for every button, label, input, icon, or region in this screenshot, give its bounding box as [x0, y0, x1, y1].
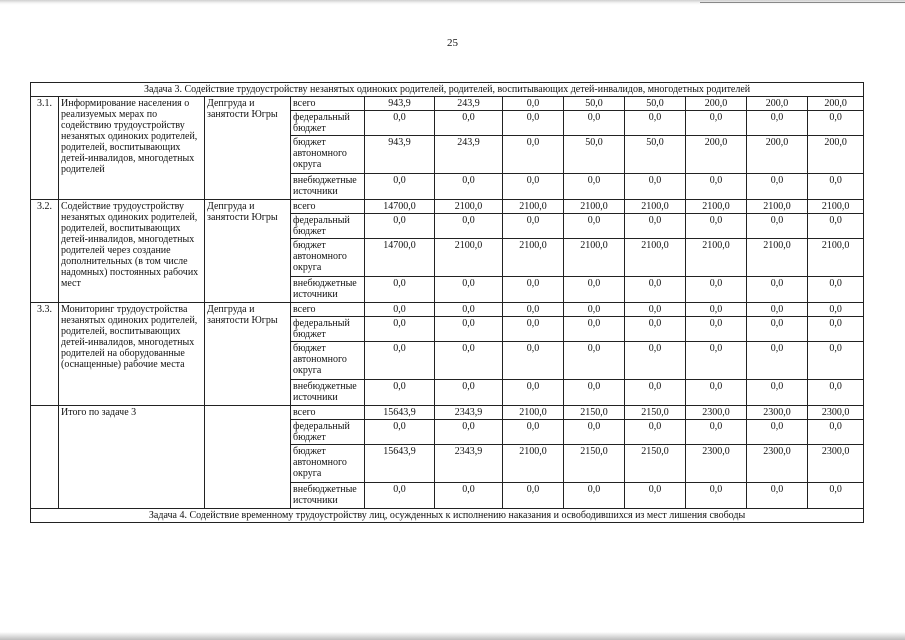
funding-value: 0,0	[686, 174, 747, 200]
funding-value: 200,0	[686, 97, 747, 111]
funding-value: 2300,0	[747, 445, 808, 483]
funding-value: 0,0	[686, 420, 747, 445]
funding-value: 0,0	[808, 174, 864, 200]
funding-source: бюджет автономного округа	[291, 342, 365, 380]
funding-value: 0,0	[564, 174, 625, 200]
funding-value: 0,0	[435, 420, 503, 445]
funding-value: 200,0	[686, 136, 747, 174]
funding-value: 0,0	[625, 303, 686, 317]
funding-source: всего	[291, 406, 365, 420]
funding-value: 943,9	[365, 97, 435, 111]
funding-value: 0,0	[808, 317, 864, 342]
funding-value: 0,0	[365, 277, 435, 303]
funding-value: 0,0	[625, 483, 686, 509]
funding-value: 0,0	[808, 303, 864, 317]
funding-value: 0,0	[435, 483, 503, 509]
funding-value: 0,0	[503, 136, 564, 174]
funding-source: федеральный бюджет	[291, 317, 365, 342]
funding-value: 2100,0	[503, 200, 564, 214]
funding-value: 2100,0	[503, 239, 564, 277]
measure-name: Мониторинг трудоустройства незанятых одиноких родителей, родителей, воспитывающих детей-инвалидов, многодетных родителей на оборудованные (оснащенные) рабочие места	[59, 303, 205, 406]
funding-source: бюджет автономного округа	[291, 136, 365, 174]
funding-value: 0,0	[747, 303, 808, 317]
funding-value: 0,0	[435, 317, 503, 342]
funding-value: 2150,0	[625, 445, 686, 483]
funding-source: всего	[291, 303, 365, 317]
funding-source: внебюджетные источники	[291, 483, 365, 509]
funding-value: 943,9	[365, 136, 435, 174]
funding-value: 0,0	[365, 380, 435, 406]
funding-value: 0,0	[625, 174, 686, 200]
funding-source: бюджет автономного округа	[291, 445, 365, 483]
page-number: 25	[447, 37, 458, 49]
executor: Депгруда и занятости Югры	[205, 200, 291, 303]
funding-value: 0,0	[686, 317, 747, 342]
funding-value: 0,0	[686, 214, 747, 239]
funding-value: 0,0	[435, 342, 503, 380]
funding-value: 0,0	[686, 111, 747, 136]
funding-value: 0,0	[503, 111, 564, 136]
funding-value: 2150,0	[625, 406, 686, 420]
table-body	[31, 83, 864, 523]
row-number: 3.1.	[31, 97, 59, 200]
funding-value: 0,0	[747, 317, 808, 342]
funding-value: 2150,0	[564, 445, 625, 483]
funding-value: 0,0	[564, 277, 625, 303]
funding-value: 2100,0	[503, 406, 564, 420]
table-row	[31, 303, 864, 317]
row-number	[31, 406, 59, 509]
funding-value: 243,9	[435, 136, 503, 174]
funding-value: 0,0	[365, 342, 435, 380]
row-number: 3.2.	[31, 200, 59, 303]
funding-value: 14700,0	[365, 200, 435, 214]
funding-value: 200,0	[747, 136, 808, 174]
funding-value: 0,0	[503, 214, 564, 239]
funding-value: 0,0	[625, 420, 686, 445]
funding-value: 2343,9	[435, 406, 503, 420]
funding-value: 0,0	[503, 380, 564, 406]
funding-value: 0,0	[625, 380, 686, 406]
funding-value: 0,0	[564, 214, 625, 239]
funding-source: всего	[291, 97, 365, 111]
funding-value: 50,0	[564, 97, 625, 111]
funding-value: 243,9	[435, 97, 503, 111]
measure-name: Итого по задаче 3	[59, 406, 205, 509]
funding-value: 0,0	[564, 420, 625, 445]
funding-value: 200,0	[808, 97, 864, 111]
executor: Депгруда и занятости Югры	[205, 97, 291, 200]
funding-value: 0,0	[503, 342, 564, 380]
funding-source: всего	[291, 200, 365, 214]
funding-value: 2100,0	[686, 239, 747, 277]
funding-value: 0,0	[435, 303, 503, 317]
funding-value: 0,0	[747, 420, 808, 445]
funding-value: 0,0	[808, 277, 864, 303]
funding-value: 0,0	[625, 317, 686, 342]
funding-value: 2300,0	[686, 445, 747, 483]
funding-value: 2100,0	[808, 239, 864, 277]
funding-source: внебюджетные источники	[291, 174, 365, 200]
funding-value: 0,0	[365, 303, 435, 317]
funding-value: 0,0	[435, 214, 503, 239]
funding-value: 0,0	[808, 483, 864, 509]
funding-source: внебюджетные источники	[291, 277, 365, 303]
funding-value: 0,0	[808, 342, 864, 380]
funding-value: 2100,0	[747, 239, 808, 277]
funding-source: федеральный бюджет	[291, 111, 365, 136]
funding-value: 2100,0	[435, 200, 503, 214]
funding-value: 0,0	[365, 317, 435, 342]
funding-value: 0,0	[808, 380, 864, 406]
funding-value: 2100,0	[503, 445, 564, 483]
funding-value: 0,0	[686, 277, 747, 303]
funding-value: 2100,0	[625, 200, 686, 214]
funding-value: 2100,0	[625, 239, 686, 277]
task3-header-row	[31, 83, 864, 97]
funding-value: 15643,9	[365, 406, 435, 420]
funding-value: 0,0	[747, 111, 808, 136]
funding-value: 0,0	[503, 97, 564, 111]
funding-value: 0,0	[564, 317, 625, 342]
scan-edge-bottom	[0, 632, 905, 640]
funding-value: 200,0	[808, 136, 864, 174]
funding-value: 0,0	[564, 111, 625, 136]
funding-value: 0,0	[503, 420, 564, 445]
measure-name: Содействие трудоустройству незанятых одиноких родителей, родителей, воспитывающих детей-инвалидов, многодетных родителей через создание дополнительных (в том числе надомных) постоянных рабочих мест	[59, 200, 205, 303]
funding-value: 2300,0	[808, 406, 864, 420]
funding-value: 0,0	[365, 214, 435, 239]
funding-value: 0,0	[503, 174, 564, 200]
funding-value: 15643,9	[365, 445, 435, 483]
funding-value: 0,0	[747, 380, 808, 406]
funding-value: 2300,0	[808, 445, 864, 483]
funding-value: 0,0	[365, 420, 435, 445]
funding-value: 0,0	[435, 380, 503, 406]
funding-source: внебюджетные источники	[291, 380, 365, 406]
funding-value: 50,0	[625, 97, 686, 111]
funding-value: 2100,0	[686, 200, 747, 214]
funding-value: 0,0	[747, 483, 808, 509]
row-number: 3.3.	[31, 303, 59, 406]
task3-header: Задача 3. Содействие трудоустройству незанятых одиноких родителей, родителей, воспитывающих детей-инвалидов, многодетных родителей	[31, 83, 864, 97]
table-row	[31, 97, 864, 111]
funding-value: 0,0	[435, 174, 503, 200]
funding-value: 0,0	[747, 214, 808, 239]
measure-name: Информирование населения о реализуемых мерах по содействию трудоустройству незанятых одиноких родителей, родителей, воспитывающих детей-инвалидов, многодетных родителей	[59, 97, 205, 200]
funding-value: 2100,0	[564, 200, 625, 214]
executor	[205, 406, 291, 509]
funding-value: 2300,0	[686, 406, 747, 420]
funding-value: 0,0	[747, 277, 808, 303]
funding-value: 14700,0	[365, 239, 435, 277]
task4-header: Задача 4. Содействие временному трудоустройству лиц, осужденных к исполнению наказания и освободившихся из мест лишения свободы	[31, 509, 864, 523]
funding-value: 2300,0	[747, 406, 808, 420]
funding-value: 0,0	[625, 111, 686, 136]
funding-value: 0,0	[625, 342, 686, 380]
funding-value: 0,0	[503, 483, 564, 509]
funding-value: 0,0	[564, 303, 625, 317]
budget-table	[30, 82, 864, 523]
funding-value: 0,0	[808, 111, 864, 136]
funding-value: 2100,0	[435, 239, 503, 277]
funding-value: 2343,9	[435, 445, 503, 483]
funding-value: 0,0	[564, 380, 625, 406]
table-row	[31, 406, 864, 420]
funding-value: 0,0	[808, 214, 864, 239]
funding-value: 200,0	[747, 97, 808, 111]
funding-value: 0,0	[503, 317, 564, 342]
funding-value: 0,0	[365, 483, 435, 509]
funding-value: 0,0	[747, 342, 808, 380]
funding-value: 0,0	[503, 277, 564, 303]
task4-header-row	[31, 509, 864, 523]
funding-value: 2100,0	[564, 239, 625, 277]
funding-value: 2100,0	[747, 200, 808, 214]
funding-value: 50,0	[625, 136, 686, 174]
executor: Депгруда и занятости Югры	[205, 303, 291, 406]
funding-value: 0,0	[435, 277, 503, 303]
funding-value: 50,0	[564, 136, 625, 174]
scan-line-top	[700, 2, 905, 3]
table-row	[31, 200, 864, 214]
funding-value: 0,0	[686, 303, 747, 317]
funding-value: 0,0	[747, 174, 808, 200]
funding-source: федеральный бюджет	[291, 420, 365, 445]
funding-source: бюджет автономного округа	[291, 239, 365, 277]
funding-value: 0,0	[808, 420, 864, 445]
funding-value: 0,0	[564, 342, 625, 380]
funding-value: 0,0	[503, 303, 564, 317]
funding-value: 0,0	[686, 380, 747, 406]
funding-source: федеральный бюджет	[291, 214, 365, 239]
funding-value: 0,0	[365, 174, 435, 200]
funding-value: 0,0	[625, 277, 686, 303]
funding-value: 0,0	[686, 483, 747, 509]
funding-value: 2100,0	[808, 200, 864, 214]
funding-value: 2150,0	[564, 406, 625, 420]
funding-value: 0,0	[625, 214, 686, 239]
funding-value: 0,0	[686, 342, 747, 380]
funding-value: 0,0	[564, 483, 625, 509]
funding-value: 0,0	[365, 111, 435, 136]
funding-value: 0,0	[435, 111, 503, 136]
